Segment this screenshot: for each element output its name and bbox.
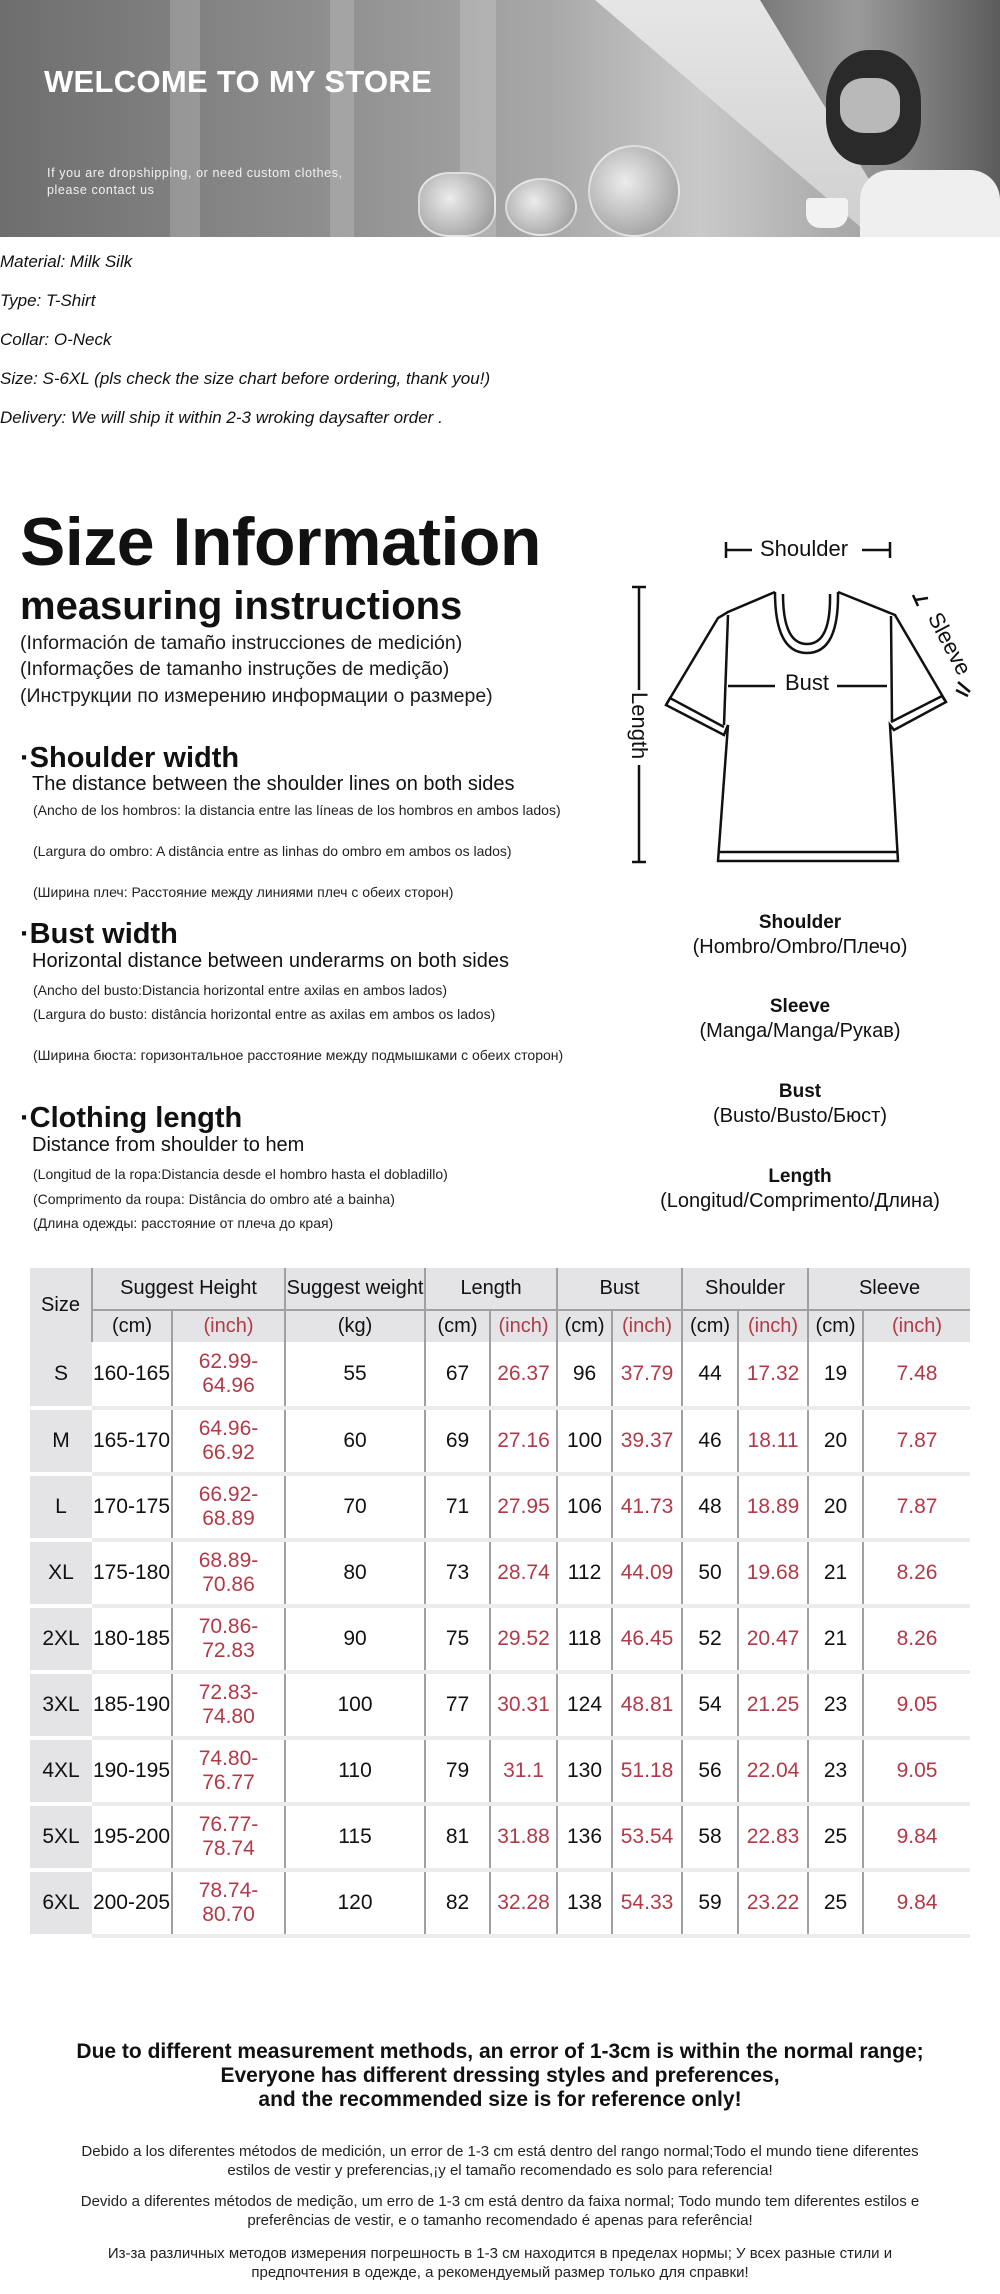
cell-shoulder-cm: 48	[682, 1474, 738, 1540]
diagram-shoulder-label: Shoulder	[760, 536, 849, 561]
cell-shoulder-cm: 59	[682, 1870, 738, 1936]
size-chart-table	[30, 1268, 970, 1938]
cell-length-inch: 27.16	[490, 1408, 557, 1474]
legend-translation: (Longitud/Comprimento/Длина)	[660, 1190, 940, 1212]
cell-sleeve-inch: 7.48	[863, 1342, 970, 1408]
cell-length-inch: 27.95	[490, 1474, 557, 1540]
banner-bg-pillar	[330, 0, 354, 237]
shoulder-width-note-pt: (Largura do ombro: A distância entre as linhas do ombro em ambos os lados)	[33, 843, 512, 859]
size-info-title: Size Information	[20, 504, 541, 580]
cell-bust-inch: 39.37	[612, 1408, 682, 1474]
unit-cm: (cm)	[557, 1310, 612, 1342]
cell-length-cm: 79	[425, 1738, 490, 1804]
unit-inch: (inch)	[612, 1310, 682, 1342]
header-length: Length	[425, 1268, 557, 1310]
tshirt-measurement-diagram	[600, 520, 1000, 880]
unit-cm: (cm)	[92, 1310, 172, 1342]
header-suggest-height: Suggest Height	[92, 1268, 285, 1310]
cell-size: S	[30, 1342, 92, 1408]
title-translation-pt: (Informações de tamanho instruções de medição)	[20, 658, 450, 680]
cell-bust-inch: 44.09	[612, 1540, 682, 1606]
cell-shoulder-inch: 22.83	[738, 1804, 808, 1870]
cell-bust-cm: 118	[557, 1606, 612, 1672]
cell-length-inch: 32.28	[490, 1870, 557, 1936]
cell-length-cm: 75	[425, 1606, 490, 1672]
cell-sleeve-inch: 7.87	[863, 1408, 970, 1474]
cell-bust-inch: 53.54	[612, 1804, 682, 1870]
unit-cm: (cm)	[425, 1310, 490, 1342]
header-shoulder: Shoulder	[682, 1268, 808, 1310]
legend-sleeve	[600, 996, 1000, 1043]
unit-inch: (inch)	[863, 1310, 970, 1342]
cell-length-inch: 31.88	[490, 1804, 557, 1870]
clothing-length-heading: ·Clothing length	[20, 1102, 243, 1134]
airplane-photo	[505, 178, 577, 236]
cell-sleeve-inch: 8.26	[863, 1606, 970, 1672]
cell-height-cm: 200-205	[92, 1870, 172, 1936]
bust-width-note-ru: (Ширина бюста: горизонтальное расстояние между подмышками с обеих сторон)	[33, 1047, 564, 1063]
cell-bust-cm: 100	[557, 1408, 612, 1474]
cell-size: L	[30, 1474, 92, 1540]
cell-shoulder-inch: 20.47	[738, 1606, 808, 1672]
cell-length-inch: 28.74	[490, 1540, 557, 1606]
table-row	[30, 1606, 970, 1672]
header-sleeve: Sleeve	[808, 1268, 970, 1310]
table-row	[30, 1408, 970, 1474]
table-row	[30, 1342, 970, 1408]
banner-title: WELCOME TO MY STORE	[44, 64, 433, 99]
cell-shoulder-inch: 18.11	[738, 1408, 808, 1474]
cell-bust-inch: 54.33	[612, 1870, 682, 1936]
table-row	[30, 1870, 970, 1936]
legend-translation: (Hombro/Ombro/Плечо)	[692, 936, 908, 958]
cell-weight-kg: 100	[285, 1672, 425, 1738]
cell-bust-cm: 124	[557, 1672, 612, 1738]
cell-shoulder-cm: 56	[682, 1738, 738, 1804]
cell-sleeve-cm: 20	[808, 1474, 863, 1540]
cell-bust-inch: 51.18	[612, 1738, 682, 1804]
header-bust: Bust	[557, 1268, 682, 1310]
shoulder-width-note-es: (Ancho de los hombros: la distancia entre las líneas de los hombros en ambos lados)	[33, 802, 561, 818]
cell-shoulder-inch: 18.89	[738, 1474, 808, 1540]
cell-sleeve-cm: 25	[808, 1870, 863, 1936]
unit-inch: (inch)	[738, 1310, 808, 1342]
fashion-photo	[588, 145, 680, 237]
cell-weight-kg: 80	[285, 1540, 425, 1606]
shoulder-width-desc: The distance between the shoulder lines on both sides	[32, 773, 515, 795]
cell-size: M	[30, 1408, 92, 1474]
legend-term: Sleeve	[769, 996, 831, 1017]
cell-height-inch: 76.77-78.74	[172, 1804, 285, 1870]
cell-length-cm: 71	[425, 1474, 490, 1540]
cell-shoulder-inch: 22.04	[738, 1738, 808, 1804]
spec-type: Type: T-Shirt	[0, 291, 96, 310]
clothing-length-note-es: (Longitud de la ropa:Distancia desde el hombro hasta el dobladillo)	[33, 1166, 448, 1182]
cell-sleeve-inch: 9.05	[863, 1738, 970, 1804]
cell-weight-kg: 60	[285, 1408, 425, 1474]
tshirt-outline-icon	[600, 520, 1000, 880]
measurement-disclaimer-pt: Devido a diferentes métodos de medição, um erro de 1-3 cm está dentro da faixa normal; Todo mundo tem diferentes estilos e preferências de vestir, e o tamanho recomendado é apenas para referência!	[80, 2193, 920, 2229]
cell-size: 6XL	[30, 1870, 92, 1936]
cell-sleeve-cm: 23	[808, 1672, 863, 1738]
cell-shoulder-cm: 46	[682, 1408, 738, 1474]
diagram-bust-label: Bust	[785, 670, 830, 695]
cell-weight-kg: 115	[285, 1804, 425, 1870]
cell-shoulder-cm: 50	[682, 1540, 738, 1606]
cell-bust-inch: 41.73	[612, 1474, 682, 1540]
cell-weight-kg: 110	[285, 1738, 425, 1804]
cell-length-inch: 26.37	[490, 1342, 557, 1408]
legend-shoulder	[600, 912, 1000, 959]
cell-sleeve-cm: 21	[808, 1540, 863, 1606]
cell-length-inch: 30.31	[490, 1672, 557, 1738]
cell-sleeve-cm: 25	[808, 1804, 863, 1870]
unit-cm: (cm)	[808, 1310, 863, 1342]
cell-height-inch: 74.80-76.77	[172, 1738, 285, 1804]
cell-height-cm: 160-165	[92, 1342, 172, 1408]
title-translation-ru: (Инструкции по измерению информации о размере)	[20, 685, 493, 707]
cell-height-cm: 185-190	[92, 1672, 172, 1738]
title-translation-es: (Información de tamaño instrucciones de medición)	[20, 632, 463, 654]
banner-bg-pillar	[170, 0, 200, 237]
cell-height-cm: 170-175	[92, 1474, 172, 1540]
cell-length-cm: 73	[425, 1540, 490, 1606]
cell-height-cm: 190-195	[92, 1738, 172, 1804]
cell-size: XL	[30, 1540, 92, 1606]
cell-bust-cm: 106	[557, 1474, 612, 1540]
unit-cm: (cm)	[682, 1310, 738, 1342]
banner-subtitle	[47, 165, 343, 199]
cell-sleeve-inch: 9.84	[863, 1804, 970, 1870]
cell-shoulder-inch: 23.22	[738, 1870, 808, 1936]
unit-inch: (inch)	[172, 1310, 285, 1342]
cell-bust-cm: 112	[557, 1540, 612, 1606]
cell-length-cm: 69	[425, 1408, 490, 1474]
cell-shoulder-cm: 58	[682, 1804, 738, 1870]
cell-bust-cm: 130	[557, 1738, 612, 1804]
legend-length	[600, 1166, 1000, 1213]
header-size: Size	[30, 1268, 92, 1342]
header-suggest-weight: Suggest weight	[285, 1268, 425, 1310]
cell-height-cm: 195-200	[92, 1804, 172, 1870]
cell-bust-inch: 46.45	[612, 1606, 682, 1672]
banner-subtitle-line: please contact us	[47, 183, 155, 197]
spec-material: Material: Milk Silk	[0, 252, 133, 271]
cell-shoulder-inch: 17.32	[738, 1342, 808, 1408]
cell-height-cm: 165-170	[92, 1408, 172, 1474]
legend-term: Length	[768, 1166, 832, 1187]
measurement-disclaimer-ru: Из-за различных методов измерения погрешность в 1-3 см находится в пределах нормы; У всех разные стили и предпочтения в одежде, а рекомендуемый размер только для справки!	[107, 2245, 893, 2281]
cell-height-cm: 175-180	[92, 1540, 172, 1606]
disclaimer-line: Due to different measurement methods, an error of 1-3cm is within the normal range;	[76, 2040, 924, 2063]
cell-length-inch: 31.1	[490, 1738, 557, 1804]
spec-size: Size: S-6XL (pls check the size chart before ordering, thank you!)	[0, 369, 491, 388]
cell-height-inch: 72.83-74.80	[172, 1672, 285, 1738]
disclaimer-line: Everyone has different dressing styles and preferences,	[220, 2064, 780, 2087]
cell-sleeve-inch: 9.84	[863, 1870, 970, 1936]
table-row	[30, 1540, 970, 1606]
bust-width-desc: Horizontal distance between underarms on both sides	[32, 950, 509, 972]
cell-shoulder-cm: 52	[682, 1606, 738, 1672]
cell-weight-kg: 90	[285, 1606, 425, 1672]
cell-length-cm: 67	[425, 1342, 490, 1408]
cell-height-inch: 66.92-68.89	[172, 1474, 285, 1540]
cell-size: 3XL	[30, 1672, 92, 1738]
cell-sleeve-cm: 23	[808, 1738, 863, 1804]
table-row	[30, 1738, 970, 1804]
cell-sleeve-cm: 21	[808, 1606, 863, 1672]
cell-shoulder-cm: 54	[682, 1672, 738, 1738]
spec-collar: Collar: O-Neck	[0, 330, 112, 349]
cell-length-cm: 81	[425, 1804, 490, 1870]
bust-width-note-es: (Ancho del busto:Distancia horizontal entre axilas en ambos lados)	[33, 982, 448, 998]
clothing-length-note-ru: (Длина одежды: расстояние от плеча до края)	[33, 1215, 334, 1231]
table-row	[30, 1474, 970, 1540]
cell-height-inch: 64.96-66.92	[172, 1408, 285, 1474]
cell-weight-kg: 120	[285, 1870, 425, 1936]
shoulder-width-note-ru: (Ширина плеч: Расстояние между линиями плеч с обеих сторон)	[33, 884, 454, 900]
cell-bust-cm: 138	[557, 1870, 612, 1936]
table-row	[30, 1804, 970, 1870]
coffee-cup-icon	[806, 198, 848, 228]
cell-bust-inch: 48.81	[612, 1672, 682, 1738]
measurement-disclaimer-es: Debido a los diferentes métodos de medición, un error de 1-3 cm está dentro del rango normal;Todo el mundo tiene diferentes estilos de vestir y preferencias,¡y el tamaño recomendado es solo para referencia!	[81, 2143, 919, 2179]
cell-length-cm: 82	[425, 1870, 490, 1936]
cell-sleeve-inch: 8.26	[863, 1540, 970, 1606]
clothing-length-note-pt: (Comprimento da roupa: Distância do ombro até a bainha)	[33, 1191, 395, 1207]
diagram-sleeve-label: Sleeve	[922, 608, 977, 680]
legend-translation: (Manga/Manga/Рукав)	[699, 1020, 901, 1042]
cell-height-inch: 78.74-80.70	[172, 1870, 285, 1936]
model-face	[840, 78, 900, 133]
measuring-instructions-title: measuring instructions	[20, 584, 463, 628]
unit-kg: (kg)	[285, 1310, 425, 1342]
cell-shoulder-inch: 19.68	[738, 1540, 808, 1606]
cell-weight-kg: 55	[285, 1342, 425, 1408]
model-tshirt	[860, 170, 1000, 237]
cell-height-inch: 70.86-72.83	[172, 1606, 285, 1672]
cell-shoulder-cm: 44	[682, 1342, 738, 1408]
cell-size: 2XL	[30, 1606, 92, 1672]
legend-term: Bust	[778, 1081, 822, 1102]
shoulder-width-heading: ·Shoulder width	[20, 742, 240, 774]
diagram-length-label: Length	[627, 692, 652, 760]
legend-bust	[600, 1081, 1000, 1128]
cell-bust-cm: 136	[557, 1804, 612, 1870]
bust-width-note-pt: (Largura do busto: distância horizontal entre as axilas em ambos os lados)	[33, 1006, 496, 1022]
cell-length-inch: 29.52	[490, 1606, 557, 1672]
banner-subtitle-line: If you are dropshipping, or need custom clothes,	[47, 166, 343, 180]
cell-sleeve-cm: 20	[808, 1408, 863, 1474]
cell-sleeve-inch: 7.87	[863, 1474, 970, 1540]
disclaimer-line: and the recommended size is for reference only!	[258, 2088, 742, 2111]
cell-length-cm: 77	[425, 1672, 490, 1738]
bust-width-heading: ·Bust width	[20, 918, 178, 950]
cell-height-inch: 62.99-64.96	[172, 1342, 285, 1408]
customer-service-photo	[418, 172, 496, 237]
cell-size: 5XL	[30, 1804, 92, 1870]
cell-bust-cm: 96	[557, 1342, 612, 1408]
cell-shoulder-inch: 21.25	[738, 1672, 808, 1738]
cell-size: 4XL	[30, 1738, 92, 1804]
cell-bust-inch: 37.79	[612, 1342, 682, 1408]
cell-height-cm: 180-185	[92, 1606, 172, 1672]
cell-height-inch: 68.89-70.86	[172, 1540, 285, 1606]
table-row	[30, 1672, 970, 1738]
measurement-disclaimer-en	[0, 2040, 1000, 2112]
store-banner	[0, 0, 1000, 237]
clothing-length-desc: Distance from shoulder to hem	[32, 1134, 305, 1156]
spec-delivery: Delivery: We will ship it within 2-3 wroking daysafter order .	[0, 408, 443, 427]
cell-sleeve-cm: 19	[808, 1342, 863, 1408]
unit-inch: (inch)	[490, 1310, 557, 1342]
legend-term: Shoulder	[758, 912, 842, 933]
cell-sleeve-inch: 9.05	[863, 1672, 970, 1738]
legend-translation: (Busto/Busto/Бюст)	[712, 1105, 887, 1127]
cell-weight-kg: 70	[285, 1474, 425, 1540]
